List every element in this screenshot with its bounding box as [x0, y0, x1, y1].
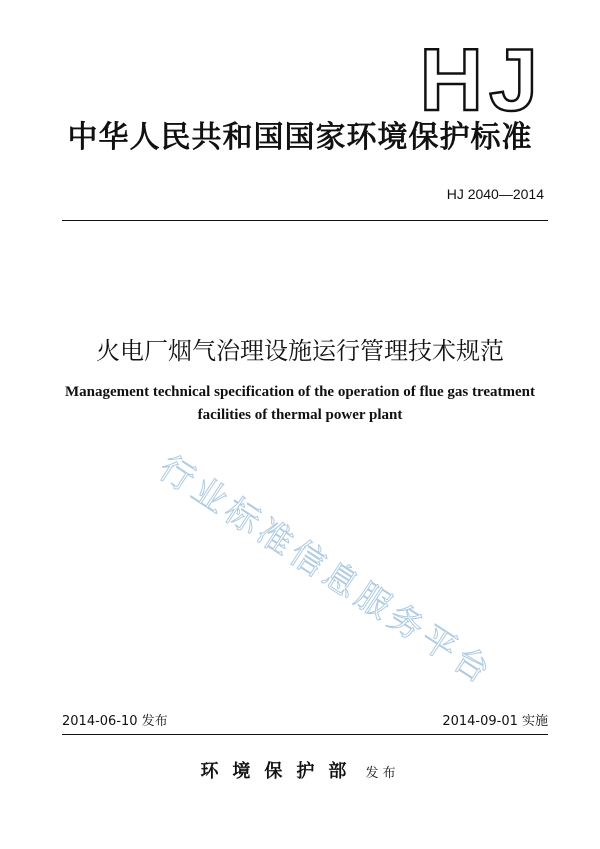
- issue-date: 2014-06-10 发布: [62, 714, 168, 729]
- document-title-english: [0, 381, 600, 427]
- standard-code: HJ 2040—2014: [446, 186, 544, 202]
- english-title-line-2: facilities of thermal power plant: [197, 407, 403, 423]
- issuer-name: 环境保护部: [200, 761, 361, 782]
- issuer-line: [0, 760, 600, 786]
- hj-logo: HJ: [419, 30, 544, 129]
- implementation-date: 2014-09-01 实施: [442, 714, 548, 729]
- standard-category-title: 中华人民共和国国家环境保护标准: [67, 120, 533, 155]
- footer-divider: [62, 734, 548, 735]
- english-title-line-1: Management technical specification of the operation of flue gas treatment: [64, 384, 536, 400]
- header-divider: [62, 220, 548, 221]
- watermark: 行业标准信息服务平台: [151, 447, 501, 694]
- issue-action: 发布: [365, 766, 400, 781]
- document-title-chinese: 火电厂烟气治理设施运行管理技术规范: [96, 337, 504, 365]
